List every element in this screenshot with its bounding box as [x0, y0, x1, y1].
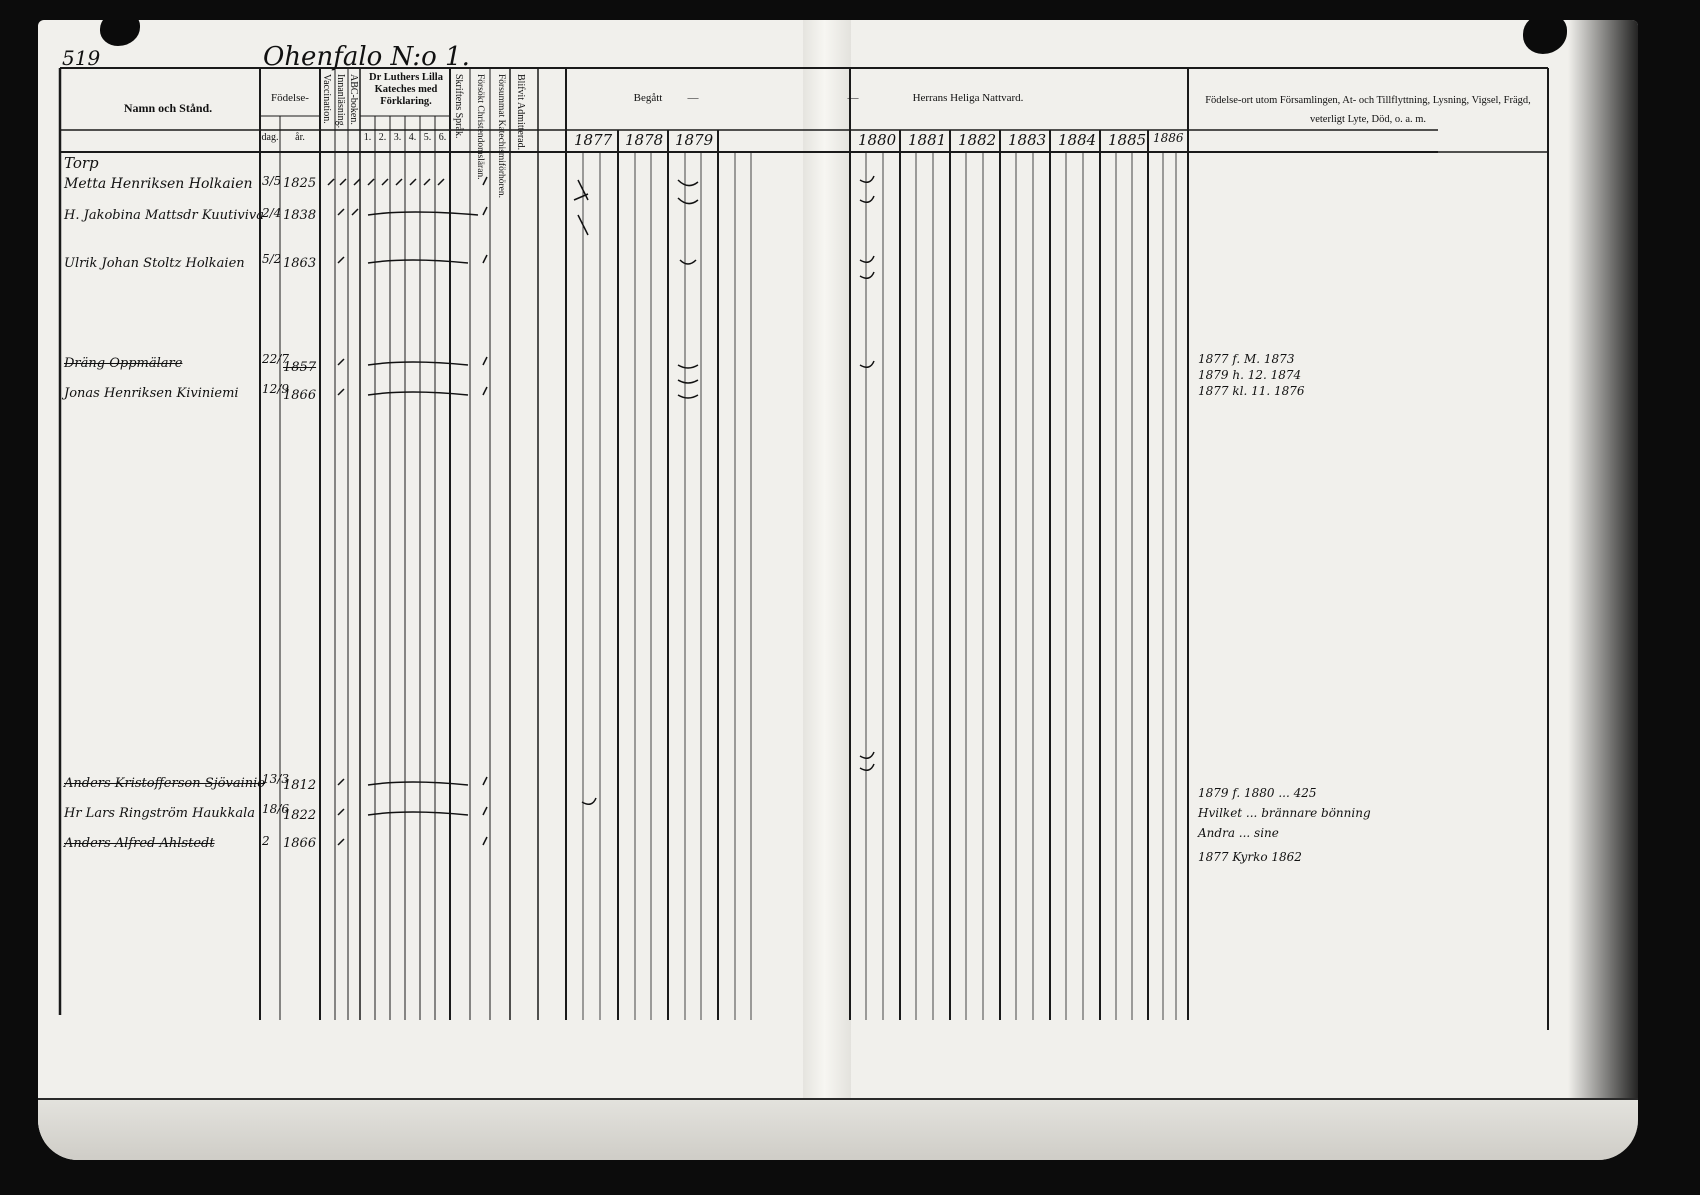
entry-name: Ulrik Johan Stoltz Holkaien	[64, 256, 245, 271]
entry-name: Metta Henriksen Holkaien	[64, 176, 253, 192]
entry-year: 1863	[283, 256, 317, 271]
catechism-part-1: 1.	[363, 132, 372, 143]
entry-year: 1866	[283, 836, 317, 851]
entry-name: Dräng Oppmälare	[64, 356, 183, 371]
entry-name: H. Jakobina Mattsdr Kuutiviva	[64, 208, 265, 223]
entry-year: 1866	[283, 388, 317, 403]
remark-line: 1877 kl. 11. 1876	[1198, 384, 1305, 398]
remark-line: Hvilket ... brännare bönning	[1198, 806, 1371, 820]
entry-year: 1857	[283, 360, 317, 375]
entry-day: 18/6	[262, 802, 289, 816]
catechism-part-6: 6.	[438, 132, 447, 143]
remark-line: Andra ... sine	[1198, 826, 1279, 840]
entry-day: 3/5	[262, 174, 282, 188]
header-admitted: Blifvit Admitterad.	[515, 74, 526, 151]
year-1880: 1880	[858, 131, 897, 149]
entry-day: 12/9	[262, 382, 289, 396]
year-1881: 1881	[908, 131, 947, 149]
entry-name: Torp	[64, 154, 99, 172]
page-number: 519	[62, 46, 101, 70]
entry-name: Anders Kristofferson Sjövainio	[64, 776, 266, 791]
entry-year: 1822	[283, 808, 317, 823]
entry-year: 1825	[283, 176, 317, 191]
header-year: år.	[295, 132, 305, 143]
handwritten-ticks	[38, 20, 1638, 1160]
year-1886: 1886	[1153, 131, 1184, 145]
remark-line: 1877 f. M. 1873	[1198, 352, 1295, 366]
header-birth: Födelse-	[271, 92, 309, 104]
year-1882: 1882	[958, 131, 997, 149]
header-dash-1: —	[687, 92, 699, 104]
header-begatt: Begått	[633, 92, 663, 104]
entry-name: Anders Alfred Ahlstedt	[64, 836, 215, 851]
catechism-part-4: 4.	[408, 132, 417, 143]
entry-day: 13/3	[262, 772, 289, 786]
catechism-part-3: 3.	[393, 132, 402, 143]
header-communion: Herrans Heliga Nattvard.	[912, 92, 1024, 104]
entry-day: 2/4	[262, 206, 282, 220]
entry-name: Hr Lars Ringström Haukkala	[64, 806, 255, 821]
header-scripture: Skriftens Språk.	[453, 74, 464, 139]
header-vaccination: Vaccination.	[321, 74, 332, 124]
header-innanlasning: Innanläsning.	[335, 74, 346, 129]
entry-day: 22/7	[262, 352, 289, 366]
remark-line: 1877 Kyrko 1862	[1198, 850, 1302, 864]
entry-year: 1838	[283, 208, 317, 223]
year-1878: 1878	[625, 131, 664, 149]
entry-name: Jonas Henriksen Kiviniemi	[64, 386, 239, 401]
remark-line: 1879 f. 1880 ... 425	[1198, 786, 1317, 800]
header-luther: Dr Luthers Lilla Kateches med Förklaring.	[369, 72, 443, 108]
register-page	[38, 20, 1638, 1160]
catechism-part-5: 5.	[423, 132, 432, 143]
header-catechism-exam: Försummat Katechismiförhören.	[496, 74, 506, 199]
remark-line: 1879 h. 12. 1874	[1198, 368, 1302, 382]
year-1877: 1877	[574, 131, 613, 149]
entry-day: 2	[262, 834, 270, 848]
entry-year: 1812	[283, 778, 317, 793]
catechism-part-2: 2.	[378, 132, 387, 143]
year-1885: 1885	[1108, 131, 1147, 149]
header-day: dag.	[261, 132, 279, 143]
header-dash-2: —	[847, 92, 859, 104]
header-remarks: Födelse-ort utom Församlingen, At- och Tillflyttning, Lysning, Vigsel, Frägd, veterligt Lyte, Död, o. a. m.	[1205, 95, 1531, 125]
entry-day: 5/2	[262, 252, 282, 266]
header-abc: ABC-boken.	[348, 74, 359, 125]
year-1883: 1883	[1008, 131, 1047, 149]
header-name: Namn och Stånd.	[123, 101, 213, 115]
year-1879: 1879	[675, 131, 714, 149]
page-title: Ohenfalo N:o 1.	[263, 42, 470, 72]
year-1884: 1884	[1058, 131, 1097, 149]
header-christendom: Försökt Christendomsläran.	[475, 74, 485, 180]
